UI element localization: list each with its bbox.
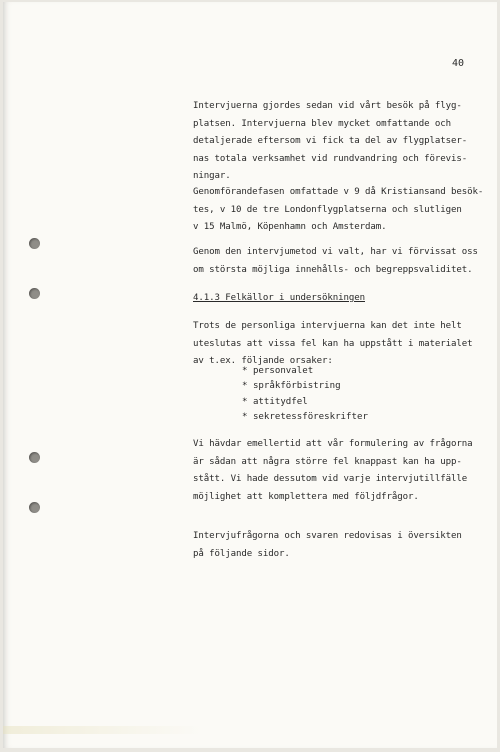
text-line: Genomförandefasen omfattade v 9 då Kristiansand besök- <box>193 187 484 197</box>
text-line: Intervjuerna gjordes sedan vid vårt besök på flyg- <box>193 101 462 111</box>
error-cause-list <box>242 364 368 425</box>
paragraph-implementation <box>193 184 484 237</box>
text-line: på följande sidor. <box>193 548 290 559</box>
text-line: är sådan att några större fel knappast kan ha upp- <box>193 456 462 467</box>
text-line: uteslutas att vissa fel kan ha uppstått i materialet <box>193 338 473 349</box>
section-heading: 4.1.3 Felkällor i undersökningen <box>193 293 365 303</box>
binder-hole <box>29 452 40 463</box>
text-line: av t.ex. följande orsaker: <box>193 356 333 366</box>
page-number: 40 <box>452 58 465 69</box>
text-line: ningar. <box>193 171 231 181</box>
text-line: tes, v 10 de tre Londonflygplatserna och slutligen <box>193 204 462 215</box>
text-line: Intervjufrågorna och svaren redovisas i översikten <box>193 531 462 541</box>
text-line: Genom den intervjumetod vi valt, har vi förvissat oss <box>193 247 478 257</box>
text-line: detaljerade eftersom vi fick ta del av flygplatser- <box>193 136 468 146</box>
list-item: * språkförbistring <box>242 381 341 392</box>
text-line: stått. Vi hade dessutom vid varje intervjutillfälle <box>193 474 468 484</box>
text-line: v 15 Malmö, Köpenhamn och Amsterdam. <box>193 222 387 232</box>
paragraph-interviews <box>193 98 478 186</box>
text-line: Vi hävdar emellertid att vår formulering av frågorna <box>193 439 473 449</box>
binder-hole <box>29 288 40 299</box>
paragraph-validity <box>193 244 478 279</box>
text-line: om största möjliga innehålls- och begreppsvaliditet. <box>193 264 473 275</box>
text-line: nas totala verksamhet vid rundvandring och förevis- <box>193 153 468 164</box>
list-item: * attitydfel <box>242 396 308 407</box>
list-item: * personvalet <box>242 366 314 376</box>
paper-stain <box>3 726 203 734</box>
paragraph-overview <box>193 528 478 563</box>
document-page <box>3 2 497 748</box>
paragraph-formulation <box>193 436 478 506</box>
text-line: möjlighet att komplettera med följdfrågor. <box>193 491 419 502</box>
text-line: Trots de personliga intervjuerna kan det inte helt <box>193 321 462 331</box>
text-line: platsen. Intervjuerna blev mycket omfattande och <box>193 118 451 129</box>
binder-hole <box>29 238 40 249</box>
binder-hole <box>29 502 40 513</box>
list-item: * sekretessföreskrifter <box>242 411 368 422</box>
paragraph-error-sources <box>193 318 478 371</box>
